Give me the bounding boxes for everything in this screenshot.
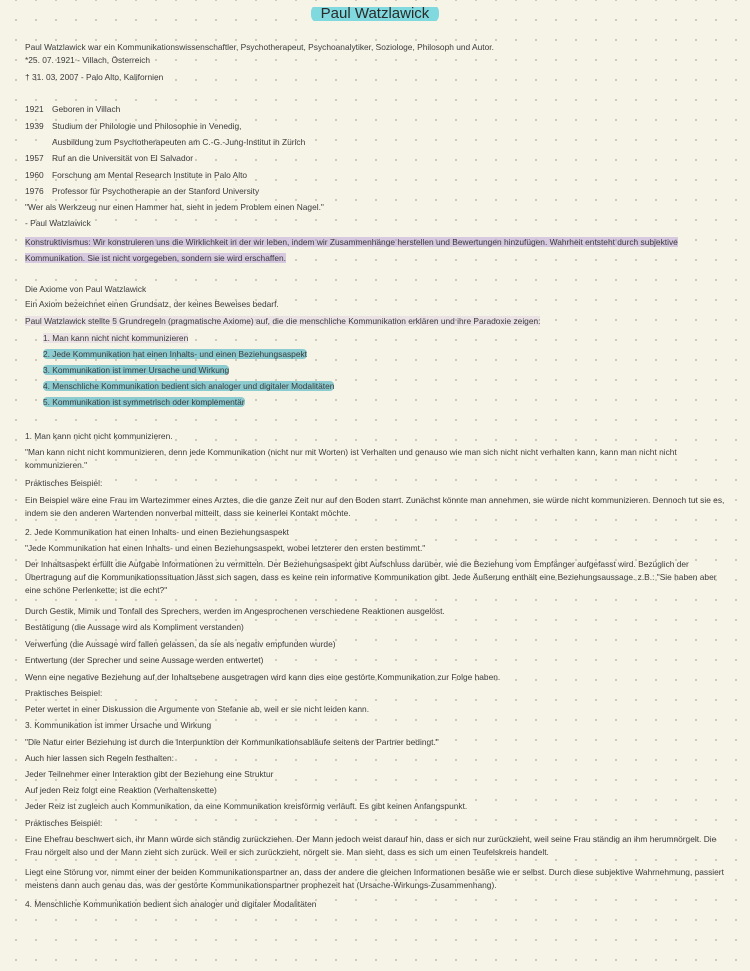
intro-line: Paul Watzlawick war ein Kommunikationswissenschaftler, Psychotherapeut, Psychoanalytiker, Soziologe, Philosoph und Autor.	[25, 42, 494, 52]
axiom3-example-label: Praktisches Beispiel:	[25, 818, 103, 828]
axiom2-example: Peter wertet in einer Diskussion die Argumente von Stefanie ab, weil er sie nicht leiden kann.	[25, 704, 370, 714]
axiom-list-item: 2. Jede Kommunikation hat einen Inhalts- und einen Beziehungsaspekt	[43, 349, 307, 359]
axiom3-quote: "Die Natur einer Beziehung ist durch die Interpunktion der Kommunikationsabläufe seitens der Partner bedingt."	[25, 737, 439, 747]
quote-author: - Paul Watzlawick	[25, 218, 91, 228]
axiom1-example-label: Praktisches Beispiel:	[25, 478, 103, 488]
birth-line: *25. 07. 1921 - Villach, Österreich	[25, 55, 151, 65]
timeline-item: 1960 Forschung am Mental Research Institute in Palo Alto	[25, 170, 248, 180]
axiom2-reaction: Bestätigung (die Aussage wird als Kompliment verstanden)	[25, 622, 244, 632]
axiom1-example: Ein Beispiel wäre eine Frau im Wartezimmer eines Arztes, die die ganze Zeit nur auf den Boden starrt. Zunächst könnte man annehmen, sie würde nicht kommunizieren. Dennoch tut sie es, indem sie den anderen Wartenden nonverbal mitteilt, dass sie keinerlei Kontakt möchte.	[25, 495, 725, 518]
timeline-item: 1976 Professor für Psychotherapie an der Stanford University	[25, 186, 260, 196]
konstruktivismus-text: Konstruktivismus: Wir konstruieren uns die Wirklichkeit in der wir leben, indem wir Zusammenhänge herstellen und Bewertungen hinzufügen. Wahrheit entsteht durch subjektive Kommunikation. Sie ist nicht vorgegeben, sondern sie wird erschaffen.	[25, 237, 678, 263]
axiom-list-item: 3. Kommunikation ist immer Ursache und Wirkung	[43, 365, 230, 375]
axiom3-rule: Auf jeden Reiz folgt eine Reaktion (Verhaltenskette)	[25, 785, 217, 795]
timeline-item: 1957 Ruf an die Universität von El Salvador	[25, 153, 194, 163]
axiom2-reaction: Entwertung (der Sprecher und seine Aussage werden entwertet)	[25, 655, 264, 665]
axiom3-example: Eine Ehefrau beschwert sich, ihr Mann würde sich ständig zurückziehen. Der Mann jedoch weist darauf hin, dass er sich nur zurückzieht, weil seine Frau ständig an ihm herumnörgelt. Die Frau nörgelt also und der Mann zieht sich zurück. Weil er sich zurückzieht, nörgelt sie. Man sieht, dass es sich um einen Teufelskreis handelt.	[25, 834, 717, 857]
axiom3-heading: 3. Kommunikation ist immer Ursache und Wirkung	[25, 720, 212, 730]
timeline-item: 1921 Geboren in Villach	[25, 104, 121, 114]
axiom-list-item: 5. Kommunikation ist symmetrisch oder komplementär	[43, 397, 245, 407]
title-area	[0, 4, 750, 23]
axiom2-reaction: Verwerfung (die Aussage wird fallen gelassen, da sie als negativ empfunden wurde)	[25, 639, 336, 649]
quote: "Wer als Werkzeug nur einen Hammer hat, sieht in jedem Problem einen Nagel."	[25, 202, 324, 212]
timeline-item: Ausbildung zum Psychotherapeuten am C.-G.-Jung-Institut in Zürich	[52, 137, 306, 147]
axiome-intro: Paul Watzlawick stellte 5 Grundregeln (pragmatische Axiome) auf, die die menschliche Kommunikation erklären und ihre Paradoxie zeigen:	[25, 316, 541, 326]
axiom3-rule: Jeder Teilnehmer einer Interaktion gibt der Beziehung eine Struktur	[25, 769, 274, 779]
axiom-list-item: 4. Menschliche Kommunikation bedient sich analoger und digitaler Modalitäten	[43, 381, 335, 391]
axiom-list-item: 1. Man kann nicht nicht kommunizieren	[43, 333, 189, 343]
axiom2-text: Der Inhaltsaspekt erfüllt die Aufgabe Informationen zu vermitteln. Der Beziehungsaspekt gibt Aufschluss darüber, wie die Beziehung vom Empfänger aufgefasst wird. Bezüglich der Übertragung auf die Kommunikationssituation lässt sich sagen, dass es keine rein informative Kommunikation gibt. Jede Äußerung enthält eine Beziehungsaussage. z.B.: "Sie haben aber eine schöne Perlenkette; ist die echt?"	[25, 559, 717, 595]
axiom3-text: Liegt eine Störung vor, nimmt einer der beiden Kommunikationspartner an, dass der andere die gleichen Informationen besäße wie er selbst. Durch diese subjektive Wahrnehmung, passiert meistens dann auch genau das, was der gestörte Kommunikationspartner prophezeit hat (Ursache-Wirkungs-Zusammenhang).	[25, 867, 724, 890]
axiome-heading: Die Axiome von Paul Watzlawick	[25, 284, 147, 294]
axiom2-reaction: Wenn eine negative Beziehung auf der Inhaltsebene ausgetragen wird kann dies eine gestörte Kommunikation zur Folge haben.	[25, 672, 501, 682]
axiom2-example-label: Praktisches Beispiel:	[25, 688, 103, 698]
axiom3-rule: Auch hier lassen sich Regeln festhalten:	[25, 753, 174, 763]
page-title: Paul Watzlawick	[311, 4, 440, 23]
axiom4-heading: 4. Menschliche Kommunikation bedient sich analoger und digitaler Modalitäten	[25, 899, 317, 909]
axiom-definition: Ein Axiom bezeichnet einen Grundsatz, der keines Beweises bedarf.	[25, 299, 279, 309]
axiom3-rule: Jeder Reiz ist zugleich auch Kommunikation, da eine Kommunikation kreisförmig verläuft. Es gibt keinen Anfangspunkt.	[25, 801, 468, 811]
death-line: † 31. 03. 2007 - Palo Alto, Kalifornien	[25, 72, 164, 82]
timeline-item: 1939 Studium der Philologie und Philosophie in Venedig,	[25, 121, 242, 131]
axiom1-heading: 1. Man kann nicht nicht kommunizieren.	[25, 431, 173, 441]
axiom1-quote: "Man kann nicht nicht kommunizieren, denn jede Kommunikation (nicht nur mit Worten) ist Verhalten und genauso wie man sich nicht nicht verhalten kann, kann man nicht nicht kommunizieren."	[25, 447, 677, 470]
axiom2-heading: 2. Jede Kommunikation hat einen Inhalts- und einen Beziehungsaspekt	[25, 527, 289, 537]
axiom2-reaction: Durch Gestik, Mimik und Tonfall des Sprechers, werden im Angesprochenen verschiedene Reaktionen ausgelöst.	[25, 606, 445, 616]
axiom2-quote: "Jede Kommunikation hat einen Inhalts- und einen Beziehungsaspekt, wobei letzterer den ersten bestimmt."	[25, 543, 426, 553]
